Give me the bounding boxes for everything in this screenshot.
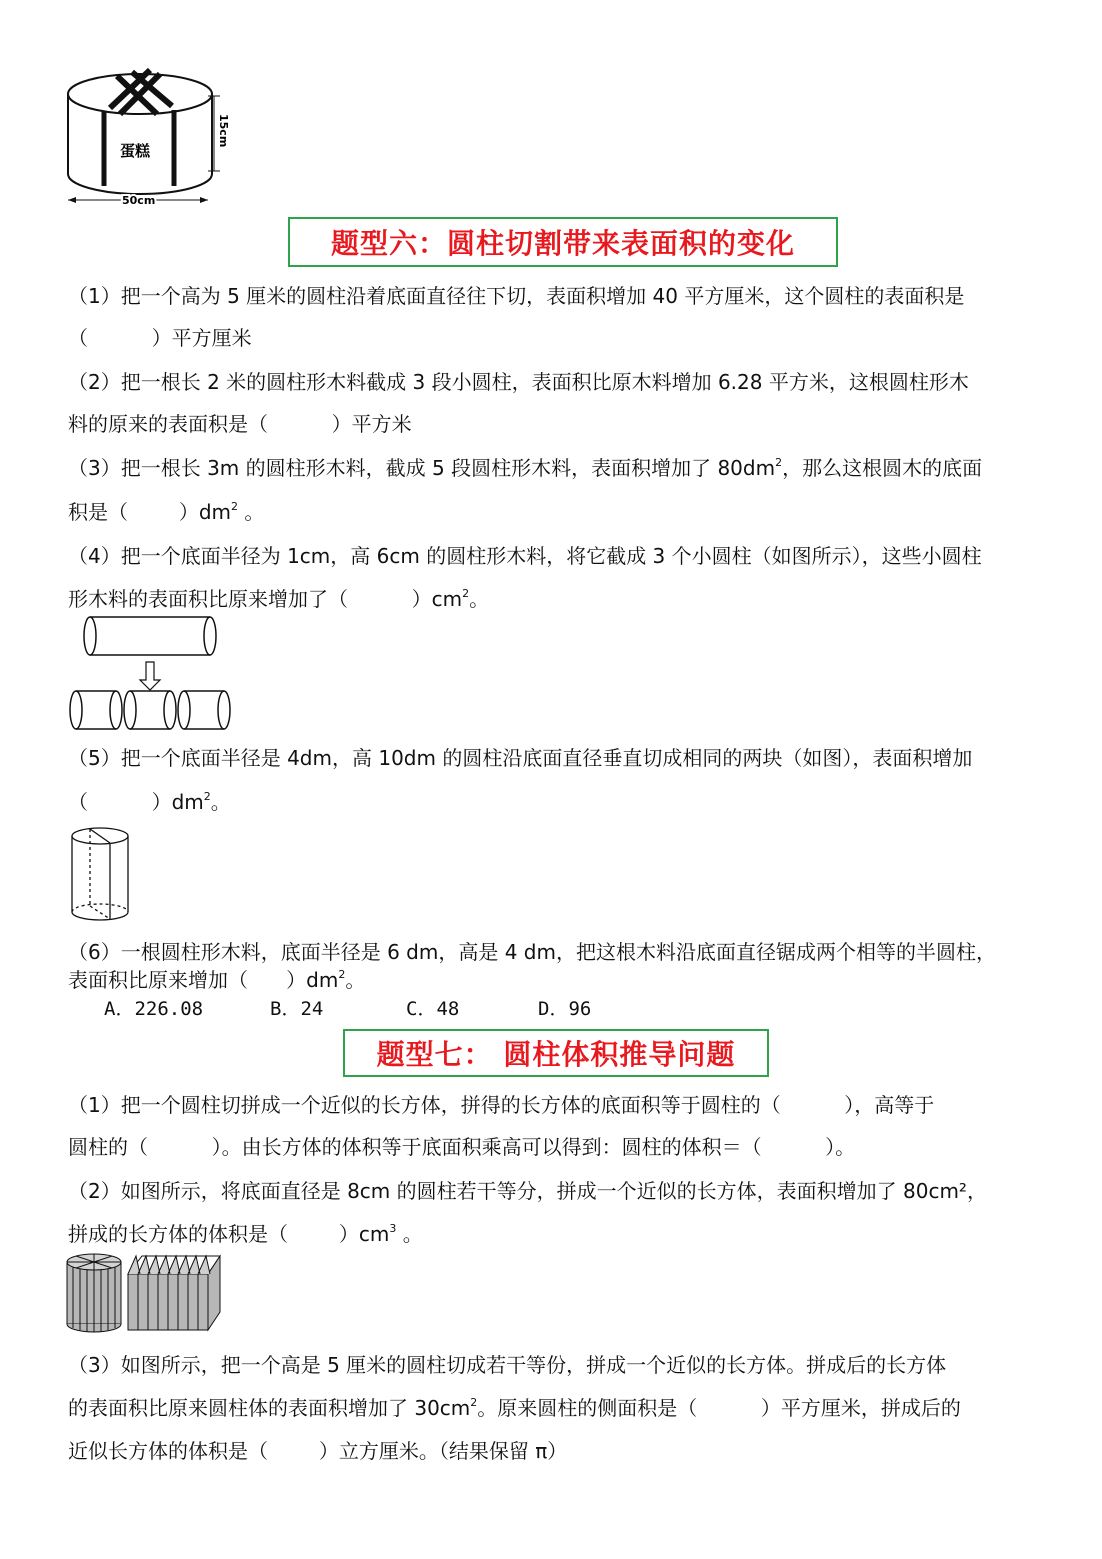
s6-q4-line2a: 形木料的表面积比原来增加了（ ）cm (68, 587, 463, 611)
s7-q3-line2a: 的表面积比原来圆柱体的表面积增加了 30cm (68, 1396, 471, 1420)
cut-cylinder-figure (66, 614, 234, 732)
s6-q1-line2: （ ）平方厘米 (68, 326, 252, 350)
height-label: 15cm (217, 114, 230, 148)
cylinder-to-cuboid-figure (64, 1252, 222, 1334)
s6-q5-line2b: 。 (210, 790, 231, 814)
s6-q5-line2a: （ ）dm (68, 790, 204, 814)
s6-q3-line2a: 积是（ ）dm (68, 500, 232, 524)
s7-q3-line1: （3）如图所示，把一个高是 5 厘米的圆柱切成若干等份，拼成一个近似的长方体。拼成后的长方体 (68, 1353, 947, 1377)
s6-q4-line1: （4）把一个底面半径为 1cm，高 6cm 的圆柱形木料，将它截成 3 个小圆柱（如图所示），这些小圆柱 (68, 544, 982, 568)
split-cylinder-figure (68, 826, 134, 924)
s7-q2-line1: （2）如图所示，将底面直径是 8cm 的圆柱若干等分，拼成一个近似的长方体，表面积增加了 80cm²， (68, 1179, 987, 1203)
s6-q3-sup1: 2 (775, 456, 783, 469)
s6-q4-line2b: 。 (469, 587, 490, 611)
s7-q3-sup: 2 (470, 1396, 478, 1409)
s6-q6-option-d: D．96 (538, 998, 592, 1020)
s7-q1-line2: 圆柱的（ ）。由长方体的体积等于底面积乘高可以得到：圆柱的体积＝（ ）。 (68, 1135, 856, 1159)
s6-q2-line1: （2）把一根长 2 米的圆柱形木料截成 3 段小圆柱，表面积比原木料增加 6.28 平方米，这根圆柱形木 (68, 370, 969, 394)
s7-q3-line2 (68, 1392, 961, 1421)
s6-q6-option-a: A．226.08 (104, 998, 204, 1020)
s7-q2-line2 (68, 1218, 423, 1247)
s7-q3-line2b: 。原来圆柱的侧面积是（ ）平方厘米，拼成后的 (477, 1396, 961, 1420)
s6-q6-line1: （6）一根圆柱形木料，底面半径是 6 dm，高是 4 dm，把这根木料沿底面直径锯成两个相等的半圆柱， (68, 940, 996, 964)
s6-q3-line2b: 。 (238, 500, 265, 524)
s6-q2-line2: 料的原来的表面积是（ ）平方米 (68, 412, 412, 436)
s7-q2-line2b: 。 (396, 1222, 423, 1246)
cake-label: 蛋糕 (120, 142, 151, 160)
s6-q6-line2b: 。 (345, 968, 366, 992)
s6-q6-sup: 2 (338, 968, 346, 981)
s7-q1-line1: （1）把一个圆柱切拼成一个近似的长方体，拼得的长方体的底面积等于圆柱的（ ），高等于 (68, 1093, 935, 1117)
s6-q6-option-b: B．24 (270, 998, 324, 1020)
s6-q5-line2 (68, 786, 231, 815)
s6-q3-sup2: 2 (231, 500, 239, 513)
s7-q2-line2a: 拼成的长方体的体积是（ ）cm (68, 1222, 390, 1246)
s7-q2-sup: 3 (389, 1222, 397, 1235)
s6-q4-line2 (68, 583, 489, 612)
s6-q6-line2a: 表面积比原来增加（ ）dm (68, 968, 339, 992)
width-label: 50cm (122, 194, 156, 207)
section7-title: 题型七： 圆柱体积推导问题 (343, 1029, 769, 1077)
s6-q3-line2 (68, 496, 264, 525)
s6-q4-sup: 2 (462, 587, 470, 600)
s6-q1-line1: （1）把一个高为 5 厘米的圆柱沿着底面直径往下切，表面积增加 40 平方厘米，这个圆柱的表面积是 (68, 284, 965, 308)
section6-title: 题型六：圆柱切割带来表面积的变化 (288, 217, 838, 267)
s6-q3-line1a: （3）把一根长 3m 的圆柱形木料，截成 5 段圆柱形木料，表面积增加了 80dm (68, 456, 776, 480)
s6-q3-line1 (68, 452, 982, 481)
s6-q5-sup: 2 (203, 790, 211, 803)
s6-q5-line1: （5）把一个底面半径是 4dm，高 10dm 的圆柱沿底面直径垂直切成相同的两块（如图），表面积增加 (68, 746, 973, 770)
s6-q6-line2 (68, 964, 365, 993)
cake-figure (62, 66, 238, 212)
s7-q3-line3: 近似长方体的体积是（ ）立方厘米。（结果保留 π） (68, 1439, 568, 1463)
s6-q3-line1b: ，那么这根圆木的底面 (782, 456, 983, 480)
s6-q6-option-c: C．48 (406, 998, 460, 1020)
